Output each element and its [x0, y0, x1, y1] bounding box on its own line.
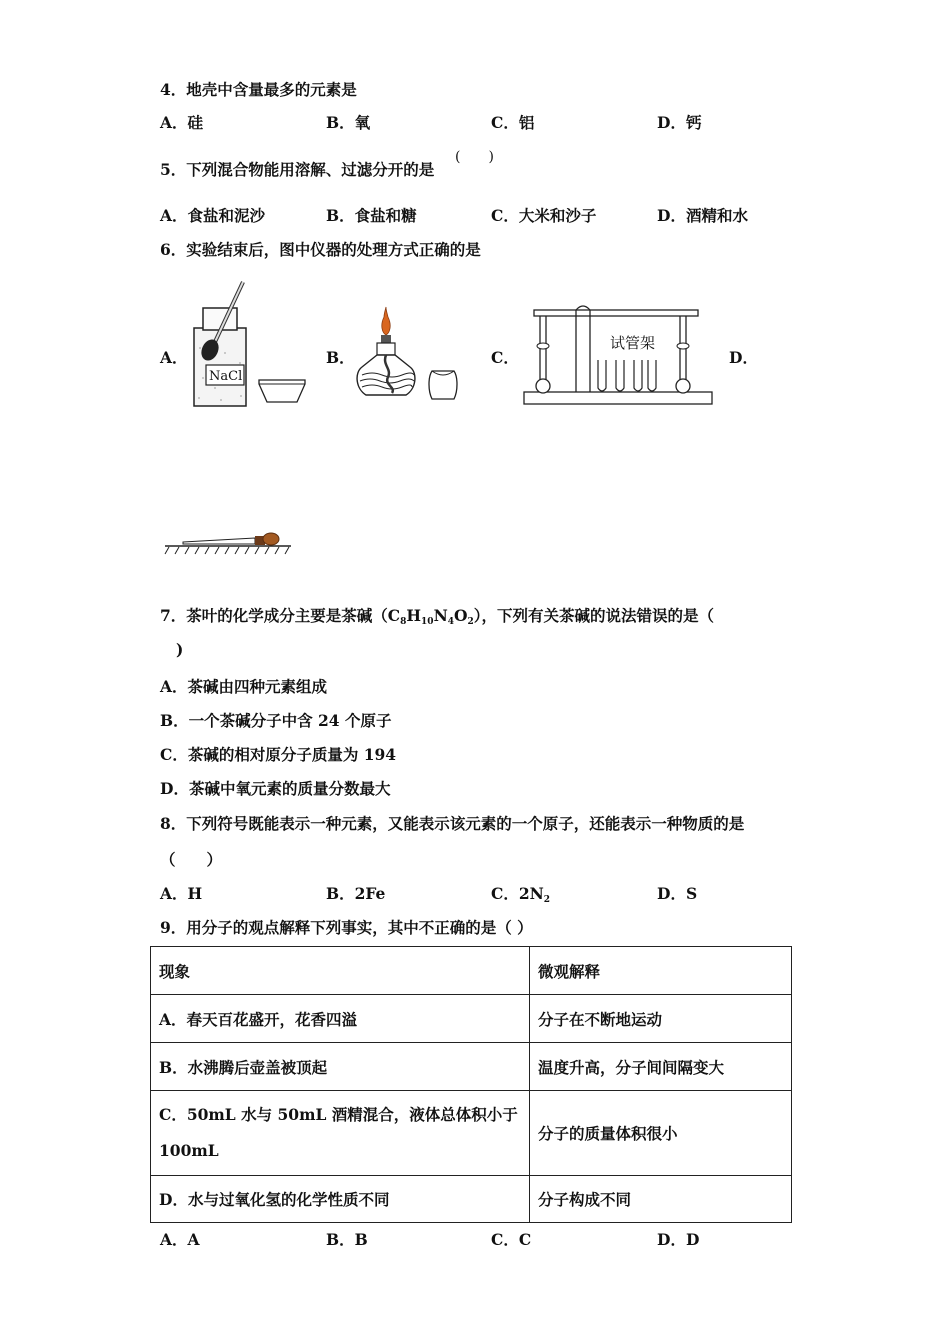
q5-option-d: D．酒精和水 — [657, 206, 748, 225]
q8-option-c: C．$2N_2$ — [491, 884, 551, 905]
q4-option-d: D．钙 — [657, 113, 702, 132]
q9-option-c: C．C — [491, 1230, 532, 1249]
q5-option-a: A．食盐和泥沙 — [160, 206, 266, 225]
q5-option-c: C．大米和沙子 — [491, 206, 597, 225]
q7-stem-close: ) — [176, 640, 184, 659]
q7-stem: 7．茶叶的化学成分主要是茶碱$(C_8H_{10}N_4O_2)$，下列有关茶碱的说法错误的是（ — [160, 606, 715, 627]
q8-stem: 8．下列符号既能表示一种元素，又能表示该元素的一个原子，还能表示一种物质的是 — [160, 814, 745, 833]
q8-answer-paren: （ ） — [160, 850, 223, 869]
q7-option-b: B．一个茶碱分子中含 24 个原子 — [160, 711, 392, 730]
row-a-phenomenon: A．春天百花盛开，花香四溢 — [151, 995, 530, 1043]
q5-answer-paren: ( ) — [455, 149, 494, 165]
q5-stem: 5．下列混合物能用溶解、过滤分开的是 — [160, 160, 435, 179]
q7-option-d: D．茶碱中氧元素的质量分数最大 — [160, 779, 391, 798]
table-row — [151, 995, 792, 1043]
q9-table — [150, 946, 792, 1223]
header-explanation: 微观解释 — [530, 947, 792, 995]
table-row — [151, 1091, 792, 1176]
q9-option-a: A．A — [160, 1230, 200, 1249]
row-d-phenomenon: D．水与过氧化氢的化学性质不同 — [151, 1176, 530, 1223]
row-c-phenomenon: C．50mL 水与 50mL 酒精混合，液体总体积小于 100mL — [151, 1091, 530, 1176]
table-row — [151, 1176, 792, 1223]
row-d-explanation: 分子构成不同 — [530, 1176, 792, 1223]
q9-option-d: D．D — [657, 1230, 700, 1249]
q9-option-b: B．B — [326, 1230, 368, 1249]
q6-label-c: C． — [491, 348, 519, 367]
reagent-bottle-figure — [185, 278, 315, 413]
q7-option-a: A．茶碱由四种元素组成 — [160, 677, 328, 696]
nacl-label: NaCl — [209, 369, 243, 384]
alcohol-lamp-figure — [352, 305, 464, 405]
q6-stem: 6．实验结束后，图中仪器的处理方式正确的是 — [160, 240, 481, 259]
q8-option-a: A．H — [160, 884, 203, 903]
row-b-explanation: 温度升高，分子间间隔变大 — [530, 1043, 792, 1091]
q9-stem: 9．用分子的观点解释下列事实，其中不正确的是（ ） — [160, 918, 533, 937]
q8-option-b: B．2Fe — [326, 884, 386, 903]
q4-option-a: A．硅 — [160, 113, 204, 132]
test-tube-rack-figure — [520, 300, 716, 410]
rack-label: 试管架 — [610, 334, 656, 352]
q6-label-a: A． — [160, 348, 188, 367]
row-a-explanation: 分子在不断地运动 — [530, 995, 792, 1043]
q5-option-b: B．食盐和糖 — [326, 206, 417, 225]
q4-option-b: B．氧 — [326, 113, 371, 132]
q4-option-c: C．铝 — [491, 113, 535, 132]
q6-label-b: B． — [326, 348, 355, 367]
header-phenomenon: 现象 — [151, 947, 530, 995]
row-b-phenomenon: B．水沸腾后壶盖被顶起 — [151, 1043, 530, 1091]
table-header-row — [151, 947, 792, 995]
q7-option-c: C．茶碱的相对原分子质量为 194 — [160, 745, 397, 764]
table-row — [151, 1043, 792, 1091]
row-c-explanation: 分子的质量体积很小 — [530, 1091, 792, 1176]
q4-stem: 4．地壳中含量最多的元素是 — [160, 80, 357, 99]
q6-label-d: D． — [729, 348, 758, 367]
q8-option-d: D．S — [657, 884, 698, 903]
dropper-figure — [163, 528, 293, 558]
